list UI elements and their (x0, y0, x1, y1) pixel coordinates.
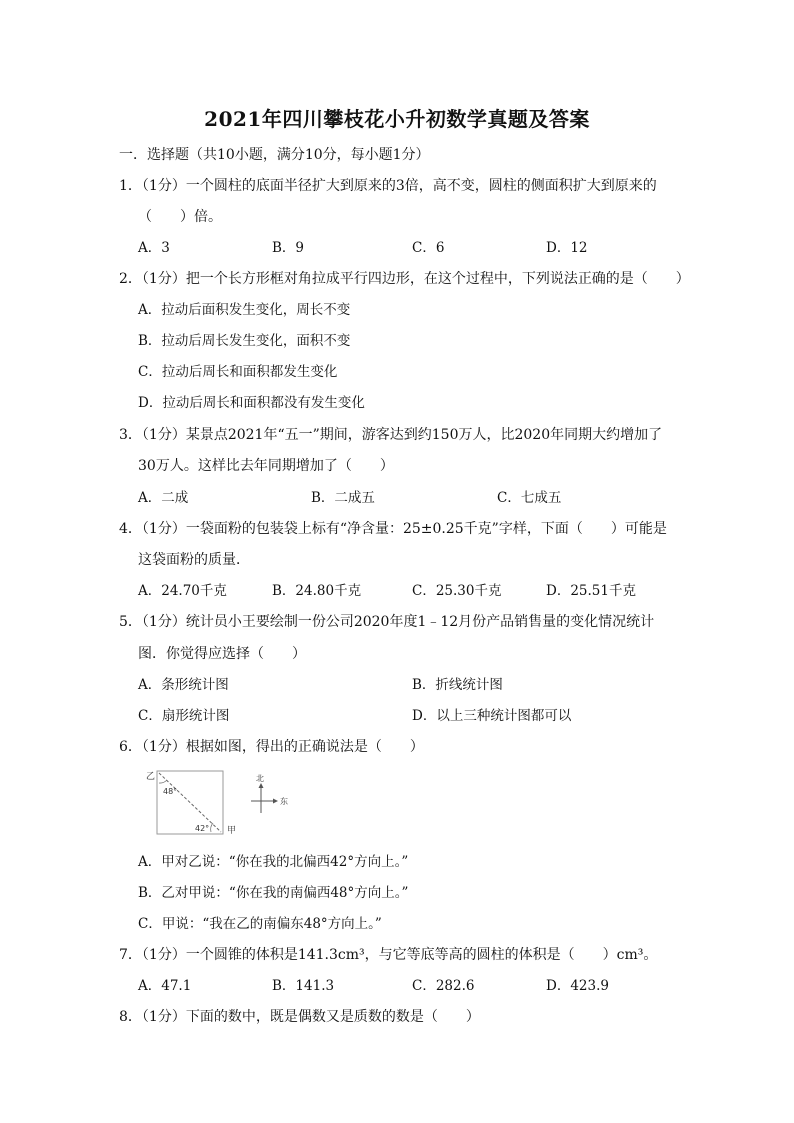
question-7-stem: 7．（1分）一个圆锥的体积是141.3cm³，与它等底等高的圆柱的体积是（ ）cm³。 (119, 947, 658, 963)
question-7-option-c: C．282.6 (412, 978, 475, 994)
question-1-stem: 1．（1分）一个圆柱的底面半径扩大到原来的3倍，高不变，圆柱的侧面积扩大到原来的 (119, 178, 657, 194)
question-5-stem-cont: 图．你觉得应选择（ ） (138, 646, 306, 662)
question-7-option-a: A．47.1 (138, 978, 192, 994)
diagonal-line (159, 773, 221, 832)
question-1-option-a: A．3 (138, 240, 170, 256)
question-1-option-b: B．9 (272, 240, 305, 256)
question-2-option-a: A．拉动后面积发生变化，周长不变 (138, 302, 351, 318)
label-jia: 甲 (227, 826, 237, 836)
top-angle-arc (159, 780, 167, 783)
question-2-option-b: B．拉动后周长发生变化，面积不变 (138, 333, 351, 349)
question-1-option-d: D．12 (546, 240, 588, 256)
angle-label-48: 48° (163, 787, 178, 796)
question-7-option-b: B．141.3 (272, 978, 335, 994)
question-2-option-d: D．拉动后周长和面积都没有发生变化 (138, 395, 365, 411)
question-2-option-c: C．拉动后周长和面积都发生变化 (138, 364, 338, 380)
question-4-option-b: B．24.80千克 (272, 583, 362, 599)
question-4-option-d: D．25.51千克 (546, 583, 636, 599)
question-6-stem: 6．（1分）根据如图，得出的正确说法是（ ） (119, 739, 424, 755)
question-5-option-a: A．条形统计图 (138, 677, 229, 693)
north-arrow-icon (259, 783, 264, 788)
question-6-option-a: A．甲对乙说：“你在我的北偏西42°方向上。” (138, 854, 409, 870)
question-5-stem: 5．（1分）统计员小王要绘制一份公司2020年度1﹣12月份产品销售量的变化情况统计 (119, 614, 655, 630)
question-6-option-b: B．乙对甲说：“你在我的南偏西48°方向上。” (138, 885, 409, 901)
direction-diagram (143, 765, 303, 845)
question-4-stem-cont: 这袋面粉的质量． (138, 552, 250, 568)
question-6-option-c: C．甲说：“我在乙的南偏东48°方向上。” (138, 916, 382, 932)
question-8-stem: 8．（1分）下面的数中，既是偶数又是质数的数是（ ） (119, 1009, 480, 1025)
question-2-stem: 2．（1分）把一个长方形框对角拉成平行四边形，在这个过程中，下列说法正确的是（ ） (119, 271, 690, 287)
bottom-angle-arc (211, 823, 213, 832)
question-7-option-d: D．423.9 (546, 978, 609, 994)
label-yi: 乙 (146, 772, 156, 782)
question-1-option-c: C．6 (412, 240, 445, 256)
question-3-option-a: A．二成 (138, 490, 189, 506)
section-heading: 一．选择题（共10小题，满分10分，每小题1分） (119, 147, 430, 163)
question-4-stem: 4．（1分）一袋面粉的包装袋上标有“净含量：25±0.25千克”字样，下面（ ）可能是 (119, 521, 667, 537)
angle-label-42: 42° (195, 824, 210, 833)
question-3-stem: 3．（1分）某景点2021年“五一”期间，游客达到约150万人，比2020年同期大约增加了 (119, 427, 663, 443)
question-5-option-d: D．以上三种统计图都可以 (412, 708, 572, 724)
question-5-option-c: C．扇形统计图 (138, 708, 230, 724)
east-arrow-icon (273, 799, 278, 804)
label-north: 北 (256, 774, 264, 783)
label-east: 东 (280, 797, 288, 806)
question-4-option-c: C．25.30千克 (412, 583, 502, 599)
question-3-option-c: C．七成五 (497, 490, 562, 506)
question-4-option-a: A．24.70千克 (138, 583, 227, 599)
question-1-stem-cont: （ ）倍。 (138, 209, 222, 225)
question-3-option-b: B．二成五 (311, 490, 375, 506)
question-3-stem-cont: 30万人。这样比去年同期增加了（ ） (138, 458, 394, 474)
question-5-option-b: B．折线统计图 (412, 677, 503, 693)
page-title: 2021年四川攀枝花小升初数学真题及答案 (204, 107, 590, 131)
